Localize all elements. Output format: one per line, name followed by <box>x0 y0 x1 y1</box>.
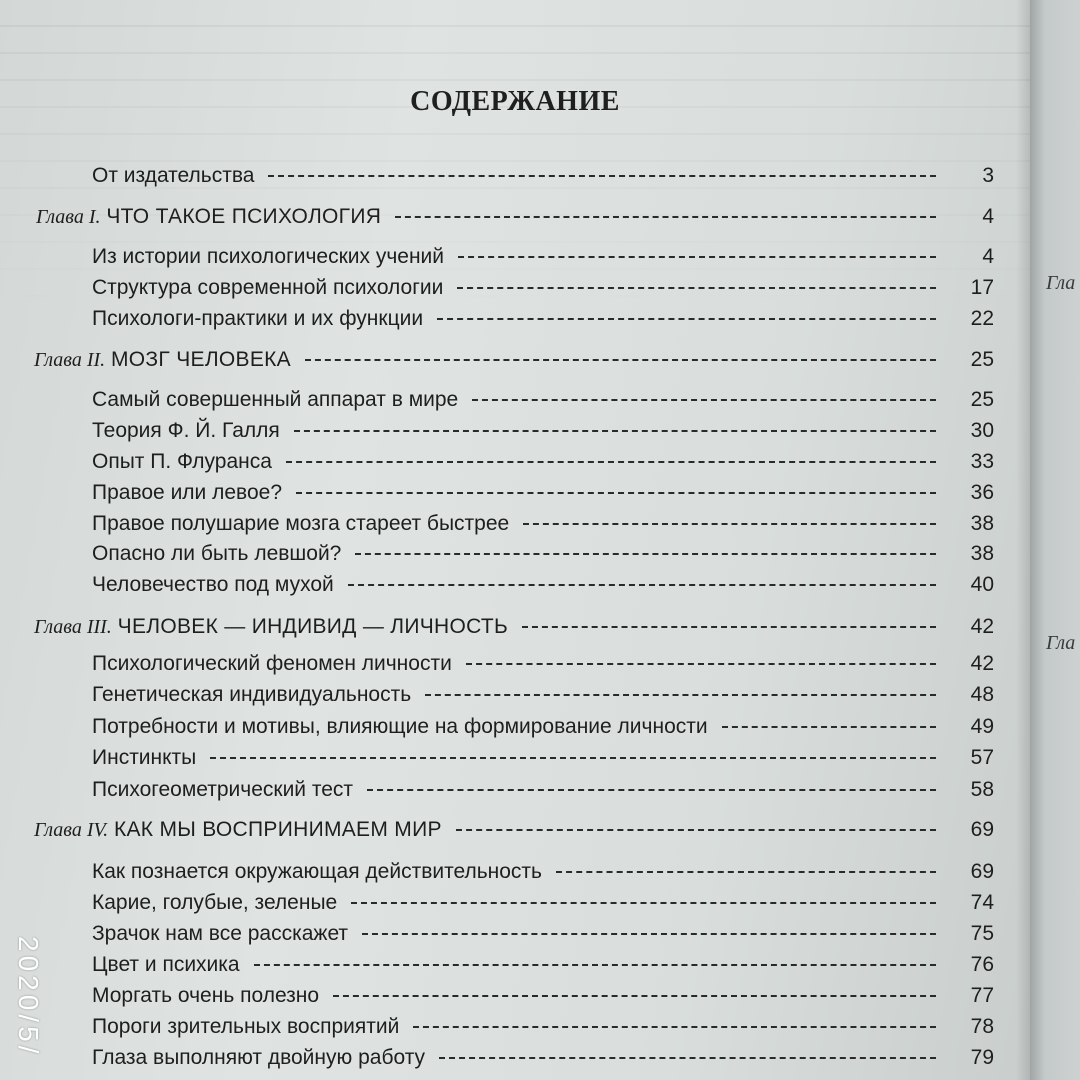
dot-leader <box>348 584 936 586</box>
dot-leader <box>296 492 936 494</box>
toc-chapter-entry <box>34 348 994 376</box>
dot-leader <box>210 757 936 759</box>
toc-chapter-entry <box>34 615 994 643</box>
dot-leader <box>294 430 936 432</box>
section-title: Зрачок нам все расскажет <box>92 922 349 945</box>
chapter-title: ЧЕЛОВЕК — ИНДИВИД — ЛИЧНОСТЬ <box>117 615 509 638</box>
dot-leader <box>439 1057 936 1059</box>
section-title: Опыт П. Флуранса <box>92 450 272 473</box>
page-number: 17 <box>970 276 994 299</box>
dot-leader <box>286 461 936 463</box>
page-number: 3 <box>982 164 994 187</box>
page-number: 49 <box>970 715 994 738</box>
page-number: 4 <box>982 245 994 268</box>
toc-section-entry <box>92 746 994 774</box>
toc-section-entry <box>92 860 994 888</box>
facing-page-chapter-label: Гла <box>1046 632 1076 654</box>
toc-section-entry <box>92 652 994 680</box>
chapter-number: Глава IV. <box>34 819 109 841</box>
page-number: 77 <box>970 984 994 1007</box>
chapter-number: Глава III. <box>34 616 112 638</box>
toc-section-entry <box>92 778 994 806</box>
chapter-heading <box>34 348 291 372</box>
dot-leader <box>457 287 936 289</box>
dot-leader <box>355 553 936 555</box>
page-number: 69 <box>970 860 994 883</box>
section-title: Генетическая индивидуальность <box>92 683 412 706</box>
toc-section-entry <box>92 512 994 540</box>
page-number: 75 <box>970 922 994 945</box>
chapter-heading <box>34 818 442 842</box>
section-title: Как познается окружающая действительность <box>92 860 542 883</box>
page-title: СОДЕРЖАНИЕ <box>410 86 620 117</box>
dot-leader <box>456 829 936 831</box>
toc-section-entry <box>92 276 994 304</box>
dot-leader <box>254 964 936 966</box>
page-number: 25 <box>970 348 994 371</box>
chapter-number: Глава II. <box>34 349 106 371</box>
dot-leader <box>556 871 936 873</box>
dot-leader <box>458 256 936 258</box>
section-title: Человечество под мухой <box>92 573 334 596</box>
toc-section-entry <box>92 419 994 447</box>
section-title: Карие, голубые, зеленые <box>92 891 338 914</box>
section-title: Правое полушарие мозга стареет быстрее <box>92 512 510 535</box>
page-number: 48 <box>970 683 994 706</box>
section-title: Пороги зрительных восприятий <box>92 1015 400 1038</box>
toc-section-entry <box>92 715 994 743</box>
dot-leader <box>395 216 936 218</box>
toc-section-entry <box>92 481 994 509</box>
toc-section-entry <box>92 953 994 981</box>
page-number: 33 <box>970 450 994 473</box>
section-title: Теория Ф. Й. Галля <box>92 419 280 442</box>
dot-leader <box>425 694 936 696</box>
toc-section-entry <box>92 307 994 335</box>
dot-leader <box>333 995 936 997</box>
toc-section-entry <box>92 1015 994 1043</box>
photo-date-stamp: 2020/5/ <box>13 936 44 1058</box>
page-number: 57 <box>970 746 994 769</box>
page-number: 42 <box>970 652 994 675</box>
facing-page-chapter-label: Гла <box>1046 272 1076 294</box>
section-title: Из истории психологических учений <box>92 245 445 268</box>
dot-leader <box>522 626 936 628</box>
section-title: Структура современной психологии <box>92 276 444 299</box>
toc-section-entry <box>92 683 994 711</box>
toc-section-entry <box>92 1046 994 1074</box>
page-number: 58 <box>970 778 994 801</box>
dot-leader <box>466 663 936 665</box>
section-title: Цвет и психика <box>92 953 240 976</box>
dot-leader <box>413 1026 936 1028</box>
toc-section-entry <box>92 388 994 416</box>
section-title: Глаза выполняют двойную работу <box>92 1046 426 1069</box>
page-number: 38 <box>970 512 994 535</box>
page-number: 25 <box>970 388 994 411</box>
page-number: 74 <box>970 891 994 914</box>
toc-chapter-entry <box>34 818 994 846</box>
toc-section-entry <box>92 984 994 1012</box>
dot-leader <box>722 726 936 728</box>
section-title: Инстинкты <box>92 746 197 769</box>
dot-leader <box>437 318 936 320</box>
chapter-heading <box>34 615 508 639</box>
chapter-title: МОЗГ ЧЕЛОВЕКА <box>111 348 291 371</box>
toc-section-entry <box>92 450 994 478</box>
dot-leader <box>362 933 936 935</box>
page-number: 30 <box>970 419 994 442</box>
toc-section-entry <box>92 573 994 601</box>
dot-leader <box>305 359 936 361</box>
dot-leader <box>351 902 936 904</box>
page-number: 69 <box>970 818 994 841</box>
section-title: Моргать очень полезно <box>92 984 320 1007</box>
section-title: Опасно ли быть левшой? <box>92 542 342 565</box>
page-number: 40 <box>970 573 994 596</box>
section-title: Самый совершенный аппарат в мире <box>92 388 459 411</box>
toc-section-entry <box>92 922 994 950</box>
toc-section-entry <box>92 245 994 273</box>
chapter-title: КАК МЫ ВОСПРИНИМАЕМ МИР <box>113 818 442 841</box>
dot-leader <box>523 523 936 525</box>
section-title: Психологический феномен личности <box>92 652 452 675</box>
page-number: 4 <box>982 205 994 228</box>
section-title: Потребности и мотивы, влияющие на формирование личности <box>92 715 708 738</box>
facing-page-edge <box>1030 0 1080 1080</box>
page-number: 22 <box>970 307 994 330</box>
toc-section-entry <box>92 164 994 192</box>
page-number: 78 <box>970 1015 994 1038</box>
section-title: Психогеометрический тест <box>92 778 354 801</box>
page-number: 79 <box>970 1046 994 1069</box>
toc-section-entry <box>92 891 994 919</box>
page-number: 38 <box>970 542 994 565</box>
dot-leader <box>367 789 936 791</box>
dot-leader <box>472 399 936 401</box>
toc-section-entry <box>92 542 994 570</box>
section-title: От издательства <box>92 164 255 187</box>
chapter-title: ЧТО ТАКОЕ ПСИХОЛОГИЯ <box>106 205 382 228</box>
section-title: Правое или левое? <box>92 481 283 504</box>
page-number: 36 <box>970 481 994 504</box>
section-title: Психологи-практики и их функции <box>92 307 424 330</box>
page-number: 42 <box>970 615 994 638</box>
chapter-number: Глава I. <box>36 206 101 228</box>
chapter-heading <box>36 205 381 229</box>
dot-leader <box>268 175 936 177</box>
page-number: 76 <box>970 953 994 976</box>
toc-chapter-entry <box>36 205 994 233</box>
